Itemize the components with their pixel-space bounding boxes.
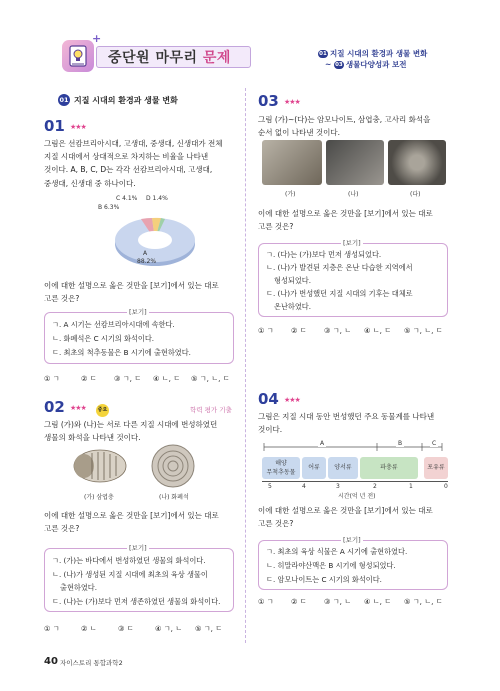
- choice-2[interactable]: ② ㄷ: [291, 597, 307, 606]
- tick-0: 0: [444, 483, 448, 490]
- choice-2[interactable]: ② ㄷ: [291, 326, 307, 335]
- choice-1[interactable]: ① ㄱ: [44, 624, 60, 633]
- choice-4[interactable]: ④ ㄴ, ㄷ: [364, 326, 392, 335]
- bogi-label-01: [보기]: [129, 308, 147, 316]
- range-tilde: ~: [325, 60, 332, 69]
- question-04-prompt: 이에 대한 설명으로 옳은 것만을 [보기]에서 있는 대로 고른 것은?: [258, 506, 433, 529]
- bogi-item: ㄷ. 암모나이트는 C 시기의 화석이다.: [266, 575, 382, 584]
- question-01-text: 그림은 선캄브리아시대, 고생대, 중생대, 신생대가 전체 지질 시대에서 상대적으로 차지하는 비율을 나타낸 것이다. A, B, C, D는 각각 선캄브리아시대, 고생대, 중생대, 신생대 중 하나이다.: [44, 139, 223, 188]
- nummulite-fossil-image: [150, 443, 196, 489]
- bogi-item: ㄱ. 최초의 육상 식물은 A 시기에 출현하였다.: [266, 547, 408, 556]
- question-04-text: 그림은 지질 시대 동안 번성했던 주요 동물계를 나타낸 것이다.: [258, 412, 435, 435]
- label-c: C 4.1%: [116, 195, 138, 202]
- choice-5[interactable]: ⑤ ㄱ, ㄴ, ㄷ: [404, 597, 443, 606]
- question-02-text: 그림 (가)와 (나)는 서로 다른 지질 시대에 번성하였던 생물의 화석을 나타낸 것이다.: [44, 420, 218, 443]
- choice-1[interactable]: ① ㄱ: [44, 374, 60, 383]
- bogi-item: ㄱ. (가)는 바다에서 번성하였던 생물의 화석이다.: [52, 556, 206, 565]
- label-a: A: [143, 250, 148, 257]
- choice-4[interactable]: ④ ㄴ, ㄷ: [364, 597, 392, 606]
- tick-5: 5: [268, 483, 272, 490]
- fossil-image-na: [326, 140, 384, 185]
- choice-5[interactable]: ⑤ ㄱ, ㄴ, ㄷ: [404, 326, 443, 335]
- segment-mammals: 포유류: [424, 457, 448, 479]
- bracket-a: A: [320, 440, 325, 447]
- question-04-number: 04: [258, 390, 279, 408]
- exam-source-tag: 학력 평가 기출: [190, 406, 232, 414]
- unit-chip-end: 03: [335, 62, 343, 68]
- question-03-text: 그림 (가)~(다)는 암모나이트, 삼엽충, 고사리 화석을 순서 없이 나타낸 것이다.: [258, 115, 431, 138]
- segment-marine-invertebrates: 해양 무척추동물: [262, 457, 300, 479]
- sparkle-icon: +: [92, 32, 102, 45]
- page-title: [108, 47, 231, 67]
- choice-3[interactable]: ③ ㄱ, ㄷ: [114, 374, 142, 383]
- lightbulb-icon: [62, 40, 94, 72]
- bogi-item: ㄱ. (다)는 (가)보다 먼저 생성되었다.: [266, 250, 382, 259]
- label-a-pct: 88.2%: [137, 258, 157, 265]
- choice-2[interactable]: ② ㄷ: [81, 374, 97, 383]
- difficulty-stars: ★★★: [70, 123, 86, 131]
- fossil-image-da: [388, 140, 446, 185]
- answer-choices-02: [44, 624, 222, 634]
- bogi-item: 온난하였다.: [274, 302, 312, 311]
- choice-2[interactable]: ② ㄴ: [81, 624, 97, 633]
- choice-3[interactable]: ③ ㄱ, ㄴ: [324, 597, 352, 606]
- unit-range-line1: [318, 48, 427, 59]
- tick-4: 4: [302, 483, 306, 490]
- title-prefix: 중단원 마무리: [108, 50, 198, 66]
- section-title: 지질 시대의 환경과 생물 변화: [74, 96, 178, 105]
- choice-4[interactable]: ④ ㄱ, ㄴ: [155, 624, 183, 633]
- unit-range-line2: [325, 59, 407, 70]
- bogi-item: ㄴ. (나)가 생성된 지질 시대에 최초의 육상 생물이: [52, 570, 208, 579]
- bogi-label-02: [보기]: [129, 544, 147, 552]
- bogi-item: ㄴ. (나)가 발견된 지층은 온난 다습한 지역에서: [266, 263, 413, 272]
- page-number: 40: [44, 656, 58, 667]
- section-badge: 01: [59, 96, 69, 104]
- unit-chip-start: 01: [319, 51, 327, 57]
- fossil-caption-ga: (가) 삼엽충: [84, 494, 114, 501]
- fossil-caption-ga: (가): [285, 191, 296, 198]
- tick-1: 1: [409, 483, 413, 490]
- book-title: 자이스토리 통합과학2: [60, 659, 123, 667]
- question-02-number: 02: [44, 398, 65, 416]
- choice-3[interactable]: ③ ㄱ, ㄴ: [324, 326, 352, 335]
- choice-5[interactable]: ⑤ ㄱ, ㄴ, ㄷ: [191, 374, 230, 383]
- bogi-item: ㄷ. 최초의 척추동물은 B 시기에 출현하였다.: [52, 348, 191, 357]
- label-b: B 6.3%: [98, 204, 120, 211]
- bracket-b: B: [398, 440, 403, 447]
- choice-1[interactable]: ① ㄱ: [258, 326, 274, 335]
- bogi-label-03: [보기]: [343, 239, 361, 247]
- fossil-image-ga: [262, 140, 322, 185]
- question-03-number: 03: [258, 92, 279, 110]
- unit-range-end: 생물다양성과 보전: [345, 60, 407, 69]
- choice-1[interactable]: ① ㄱ: [258, 597, 274, 606]
- segment-reptiles: 파충류: [360, 457, 418, 479]
- bogi-item: ㄴ. 화폐석은 C 시기의 화석이다.: [52, 334, 155, 343]
- answer-choices-01: [44, 374, 230, 384]
- title-suffix: 문제: [202, 50, 231, 66]
- answer-choices-03: [258, 326, 443, 336]
- trilobite-fossil-image: [70, 446, 130, 488]
- fossil-caption-na: (나) 화폐석: [159, 494, 189, 501]
- difficulty-stars: ★★★: [70, 404, 86, 412]
- unit-range-start: 지질 시대의 환경과 생물 변화: [330, 49, 428, 58]
- question-01-number: 01: [44, 117, 65, 135]
- bogi-item: ㄷ. (나)가 번성했던 지질 시대의 기후는 대체로: [266, 289, 413, 298]
- question-02-prompt: 이에 대한 설명으로 옳은 것만을 [보기]에서 있는 대로 고른 것은?: [44, 511, 219, 534]
- era-brackets: [262, 438, 452, 456]
- bogi-item: ㄱ. A 시기는 선캄브리아시대에 속한다.: [52, 320, 175, 329]
- bracket-c: C: [432, 440, 437, 447]
- question-01-prompt: 이에 대한 설명으로 옳은 것만을 [보기]에서 있는 대로 고른 것은?: [44, 281, 219, 304]
- choice-3[interactable]: ③ ㄷ: [118, 624, 134, 633]
- tick-2: 2: [373, 483, 377, 490]
- bogi-label-04: [보기]: [343, 536, 361, 544]
- difficulty-stars: ★★★: [284, 98, 300, 106]
- bogi-item: 형성되었다.: [274, 276, 312, 285]
- difficulty-stars: ★★★: [284, 396, 300, 404]
- timeline-axis: [262, 481, 448, 482]
- column-divider: [245, 88, 246, 643]
- label-d: D 1.4%: [146, 195, 168, 202]
- choice-5[interactable]: ⑤ ㄱ, ㄷ: [195, 624, 223, 633]
- bogi-item: ㄴ. 히말라야산맥은 B 시기에 형성되었다.: [266, 561, 396, 570]
- tick-3: 3: [336, 483, 340, 490]
- bogi-item: ㄷ. (나)는 (가)보다 먼저 생존하였던 생물의 화석이다.: [52, 597, 221, 606]
- axis-label: 시간(억 년 전): [338, 493, 376, 500]
- segment-amphibians: 양서류: [328, 457, 358, 479]
- answer-choices-04: [258, 597, 443, 607]
- segment-fish: 어류: [302, 457, 326, 479]
- important-badge: 중요: [96, 404, 109, 417]
- bogi-item: 출현하였다.: [60, 583, 98, 592]
- question-03-prompt: 이에 대한 설명으로 옳은 것만을 [보기]에서 있는 대로 고른 것은?: [258, 209, 433, 232]
- choice-4[interactable]: ④ ㄴ, ㄷ: [153, 374, 181, 383]
- fossil-caption-na: (나): [348, 191, 359, 198]
- fossil-caption-da: (다): [410, 191, 421, 198]
